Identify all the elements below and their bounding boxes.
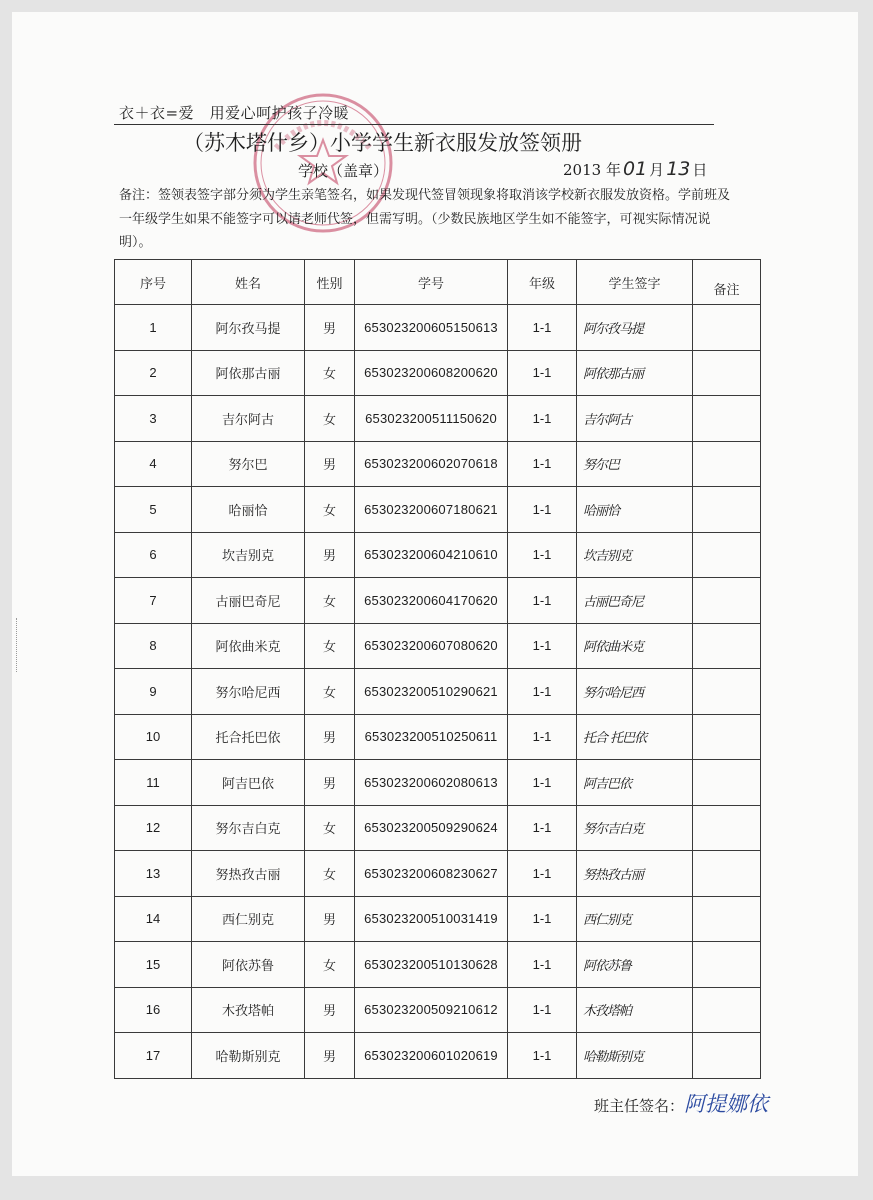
margin-binding-mark: [16, 618, 23, 672]
student-grade: 1-1: [508, 350, 577, 396]
student-gender: 男: [305, 714, 355, 760]
header-no: 序号: [115, 260, 192, 305]
student-id: 653023200608230627: [355, 851, 508, 897]
student-grade: 1-1: [508, 896, 577, 942]
student-signature: 阿依苏鲁: [577, 942, 693, 988]
table-row: [115, 441, 761, 487]
remark-cell: [693, 487, 761, 533]
row-number: 7: [115, 578, 192, 624]
student-name: 哈丽恰: [192, 487, 305, 533]
table-row: [115, 578, 761, 624]
remark-cell: [693, 896, 761, 942]
student-id: 653023200604210610: [355, 532, 508, 578]
student-grade: 1-1: [508, 623, 577, 669]
row-number: 9: [115, 669, 192, 715]
student-name: 努尔哈尼西: [192, 669, 305, 715]
remark-cell: [693, 350, 761, 396]
student-grade: 1-1: [508, 532, 577, 578]
header-signature: 学生签字: [577, 260, 693, 305]
date-month: 01: [622, 158, 648, 180]
student-signature: 阿吉巴依: [577, 760, 693, 806]
table-row: [115, 1033, 761, 1079]
row-number: 12: [115, 805, 192, 851]
student-name: 阿依那古丽: [192, 350, 305, 396]
student-id: 653023200511150620: [355, 396, 508, 442]
remark-cell: [693, 805, 761, 851]
student-name: 坎吉别克: [192, 532, 305, 578]
student-gender: 女: [305, 805, 355, 851]
table-row: [115, 487, 761, 533]
student-name: 托合托巴依: [192, 714, 305, 760]
student-name: 木孜塔帕: [192, 987, 305, 1033]
student-id: 653023200604170620: [355, 578, 508, 624]
table-header-row: [115, 260, 761, 305]
student-id: 653023200602070618: [355, 441, 508, 487]
student-gender: 男: [305, 305, 355, 351]
header-name: 姓名: [192, 260, 305, 305]
student-id: 653023200602080613: [355, 760, 508, 806]
header-rule: [114, 124, 714, 125]
student-gender: 女: [305, 623, 355, 669]
teacher-signature: 阿提娜依: [684, 1092, 769, 1116]
student-grade: 1-1: [508, 987, 577, 1033]
student-name: 阿依曲米克: [192, 623, 305, 669]
header-student-id: 学号: [355, 260, 508, 305]
table-row: [115, 623, 761, 669]
student-name: 努热孜古丽: [192, 851, 305, 897]
remark-cell: [693, 305, 761, 351]
student-grade: 1-1: [508, 669, 577, 715]
student-grade: 1-1: [508, 487, 577, 533]
student-id: 653023200509210612: [355, 987, 508, 1033]
row-number: 16: [115, 987, 192, 1033]
student-id: 653023200607180621: [355, 487, 508, 533]
remark-cell: [693, 578, 761, 624]
remark-cell: [693, 1033, 761, 1079]
remark-cell: [693, 987, 761, 1033]
student-gender: 女: [305, 487, 355, 533]
table-row: [115, 851, 761, 897]
student-gender: 女: [305, 851, 355, 897]
table-row: [115, 714, 761, 760]
student-signature: 哈丽恰: [577, 487, 693, 533]
head-teacher-signature: [594, 1088, 768, 1118]
remark-cell: [693, 532, 761, 578]
student-name: 吉尔阿古: [192, 396, 305, 442]
instructions-note: 备注：签领表签字部分须为学生亲笔签名，如果发现代签冒领现象将取消该学校新衣服发放资格。学前班及一年级学生如果不能签字可以请老师代签，但需写明。（少数民族地区学生如不能签字，可视实际情况说明）。: [119, 188, 731, 250]
student-id: 653023200510130628: [355, 942, 508, 988]
table-row: [115, 942, 761, 988]
table-row: [115, 396, 761, 442]
student-gender: 男: [305, 532, 355, 578]
student-signature: 努尔哈尼西: [577, 669, 693, 715]
header-grade: 年级: [508, 260, 577, 305]
row-number: 6: [115, 532, 192, 578]
student-signature: 托合 托巴依: [577, 714, 693, 760]
table-row: [115, 305, 761, 351]
student-gender: 男: [305, 896, 355, 942]
remark-cell: [693, 623, 761, 669]
header-remark: 备注: [693, 260, 761, 305]
row-number: 4: [115, 441, 192, 487]
row-number: 11: [115, 760, 192, 806]
table-row: [115, 896, 761, 942]
student-name: 阿吉巴依: [192, 760, 305, 806]
student-grade: 1-1: [508, 942, 577, 988]
student-name: 古丽巴奇尼: [192, 578, 305, 624]
student-signature: 哈勒斯别克: [577, 1033, 693, 1079]
table-row: [115, 532, 761, 578]
date-year-unit: 年: [605, 161, 621, 179]
student-id: 653023200510290621: [355, 669, 508, 715]
table-row: [115, 805, 761, 851]
table-body: [115, 305, 761, 1079]
student-signature: 西仁别克: [577, 896, 693, 942]
row-number: 5: [115, 487, 192, 533]
row-number: 15: [115, 942, 192, 988]
student-grade: 1-1: [508, 441, 577, 487]
student-name: 阿依苏鲁: [192, 942, 305, 988]
date-day: 13: [666, 158, 691, 180]
student-signature: 努尔巴: [577, 441, 693, 487]
signature-roster-table: [114, 259, 761, 1079]
school-seal-label: 学校（盖章）: [298, 162, 389, 180]
student-id: 653023200608200620: [355, 350, 508, 396]
student-gender: 女: [305, 942, 355, 988]
student-signature: 阿尔孜马提: [577, 305, 693, 351]
date-month-unit: 月: [649, 161, 665, 179]
student-gender: 男: [305, 760, 355, 806]
date-year: 2013: [563, 161, 602, 179]
student-signature: 阿依曲米克: [577, 623, 693, 669]
table-row: [115, 669, 761, 715]
remark-cell: [693, 760, 761, 806]
student-name: 哈勒斯别克: [192, 1033, 305, 1079]
student-grade: 1-1: [508, 578, 577, 624]
document-title: （苏木塔什乡）小学学生新衣服发放签领册: [183, 131, 582, 155]
remark-cell: [693, 669, 761, 715]
table-row: [115, 760, 761, 806]
student-id: 653023200510250611: [355, 714, 508, 760]
student-grade: 1-1: [508, 805, 577, 851]
student-grade: 1-1: [508, 305, 577, 351]
row-number: 17: [115, 1033, 192, 1079]
row-number: 2: [115, 350, 192, 396]
table-row: [115, 987, 761, 1033]
student-gender: 女: [305, 350, 355, 396]
student-signature: 努尔吉白克: [577, 805, 693, 851]
student-gender: 女: [305, 396, 355, 442]
student-signature: 吉尔阿古: [577, 396, 693, 442]
student-gender: 男: [305, 441, 355, 487]
student-gender: 男: [305, 1033, 355, 1079]
student-grade: 1-1: [508, 396, 577, 442]
slogan-header: 衣＋衣=爱 用爱心呵护孩子冷暖: [119, 104, 350, 122]
row-number: 14: [115, 896, 192, 942]
student-grade: 1-1: [508, 714, 577, 760]
student-name: 西仁别克: [192, 896, 305, 942]
student-id: 653023200509290624: [355, 805, 508, 851]
student-signature: 阿依那古丽: [577, 350, 693, 396]
date-day-unit: 日: [692, 161, 708, 179]
student-id: 653023200510031419: [355, 896, 508, 942]
student-gender: 女: [305, 669, 355, 715]
row-number: 3: [115, 396, 192, 442]
student-name: 阿尔孜马提: [192, 305, 305, 351]
row-number: 8: [115, 623, 192, 669]
student-id: 653023200607080620: [355, 623, 508, 669]
row-number: 1: [115, 305, 192, 351]
remark-cell: [693, 396, 761, 442]
header-gender: 性别: [305, 260, 355, 305]
student-gender: 女: [305, 578, 355, 624]
student-name: 努尔巴: [192, 441, 305, 487]
student-grade: 1-1: [508, 851, 577, 897]
remark-cell: [693, 851, 761, 897]
row-number: 13: [115, 851, 192, 897]
student-signature: 古丽巴奇尼: [577, 578, 693, 624]
student-grade: 1-1: [508, 760, 577, 806]
teacher-signature-label: 班主任签名：: [594, 1097, 685, 1115]
student-gender: 男: [305, 987, 355, 1033]
remark-cell: [693, 942, 761, 988]
student-signature: 努热孜古丽: [577, 851, 693, 897]
student-signature: 坎吉别克: [577, 532, 693, 578]
student-id: 653023200601020619: [355, 1033, 508, 1079]
remark-cell: [693, 714, 761, 760]
remark-cell: [693, 441, 761, 487]
student-id: 653023200605150613: [355, 305, 508, 351]
row-number: 10: [115, 714, 192, 760]
table-row: [115, 350, 761, 396]
student-grade: 1-1: [508, 1033, 577, 1079]
student-name: 努尔吉白克: [192, 805, 305, 851]
issue-date: [563, 158, 707, 180]
student-signature: 木孜塔帕: [577, 987, 693, 1033]
